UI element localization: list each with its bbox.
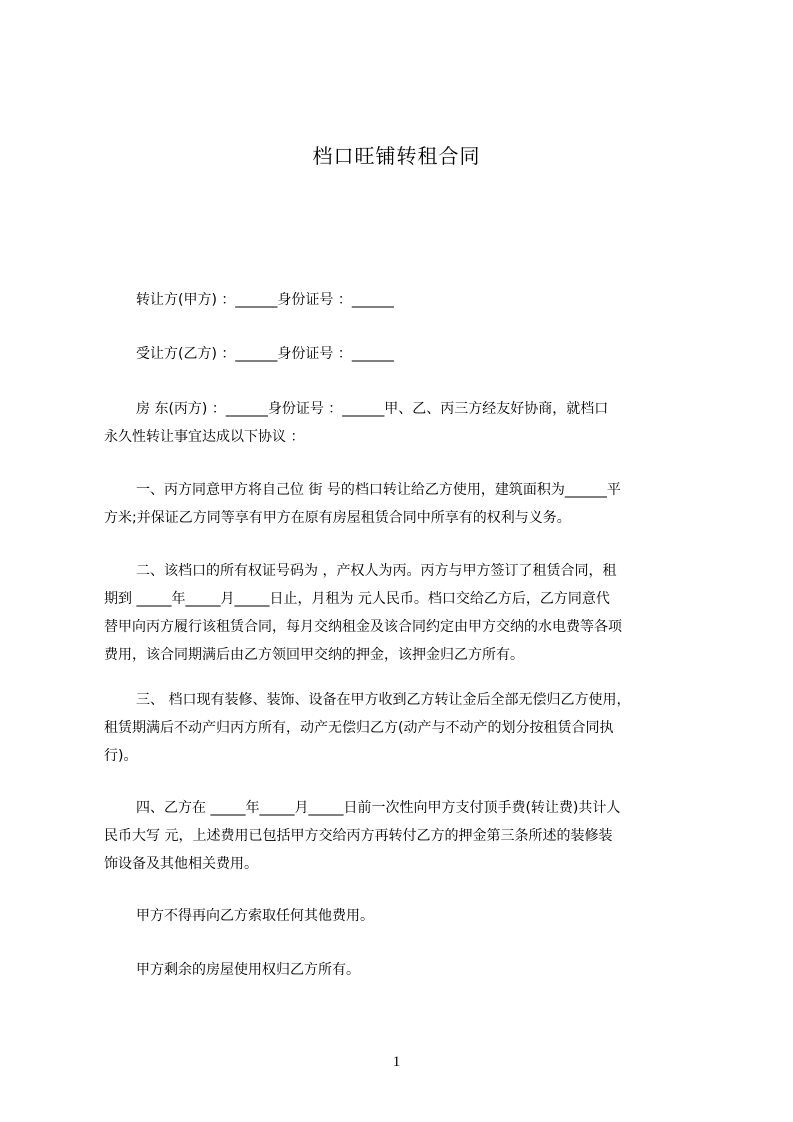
paragraph-line: 转让方(甲方) ：______身份证号 ：______ — [136, 292, 394, 308]
clause-4 — [104, 794, 700, 878]
page-number: 1 — [392, 1054, 401, 1070]
clause-2 — [104, 557, 700, 669]
clause-1 — [104, 476, 700, 532]
paragraph-line: 租赁期满后不动产归丙方所有，动产无偿归乙方(动产与不动产的划分按租赁合同执 — [104, 720, 614, 736]
clause-no-extra-fees — [104, 902, 700, 930]
paragraph-line: 三、 档口现有装修、装饰、设备在甲方收到乙方转让金后全部无偿归乙方使用， — [136, 692, 631, 708]
paragraph-line: 永久性转让事宜达成以下协议 ： — [104, 429, 305, 445]
party-a-line — [104, 286, 700, 314]
paragraph-line: 替甲向丙方履行该租赁合同，每月交纳租金及该合同约定由甲方交纳的水电费等各项 — [104, 619, 622, 635]
paragraph-line: 饰设备及其他相关费用。 — [104, 856, 258, 872]
paragraph-line: 费用，该合同期满后由乙方领回甲交纳的押金，该押金归乙方所有。 — [104, 647, 524, 663]
paragraph-line: 方米;并保证乙方同等享有甲方在原有房屋租赁合同中所享有的权利与义务。 — [104, 510, 571, 526]
paragraph-line: 民币大写 元，上述费用已包括甲方交给丙方再转付乙方的押金第三条所述的装修装 — [104, 828, 613, 844]
paragraph-line: 一、丙方同意甲方将自己位 街 号的档口转让给乙方使用，建筑面积为______平 — [136, 482, 621, 498]
paragraph-line: 甲方不得再向乙方索取任何其他费用。 — [136, 908, 374, 924]
party-b-line — [104, 340, 700, 368]
paragraph-line: 期到 _____年_____月_____日止，月租为 元人民币。档口交给乙方后，乙方同意代 — [104, 591, 610, 607]
landlord-paragraph — [104, 395, 700, 451]
clause-3 — [104, 686, 700, 770]
paragraph-line: 二、该档口的所有权证号码为 ，产权人为丙。丙方与甲方签订了租赁合同，租 — [136, 563, 617, 579]
paragraph-line: 行)。 — [104, 748, 138, 764]
paragraph-line: 甲方剩余的房屋使用权归乙方所有。 — [136, 962, 360, 978]
page-title: 档口旺铺转租合同 — [312, 144, 481, 168]
paragraph-line: 房 东(丙方) ：______身份证号 ：______甲、乙、丙三方经友好协商，就档口 — [136, 401, 609, 417]
paragraph-line: 四、乙方在 _____年_____月_____日前一次性向甲方支付顶手费(转让费)共计人 — [136, 800, 621, 816]
clause-remaining-use-right — [104, 956, 700, 984]
paragraph-line: 受让方(乙方) ：______身份证号 ：______ — [136, 346, 394, 362]
